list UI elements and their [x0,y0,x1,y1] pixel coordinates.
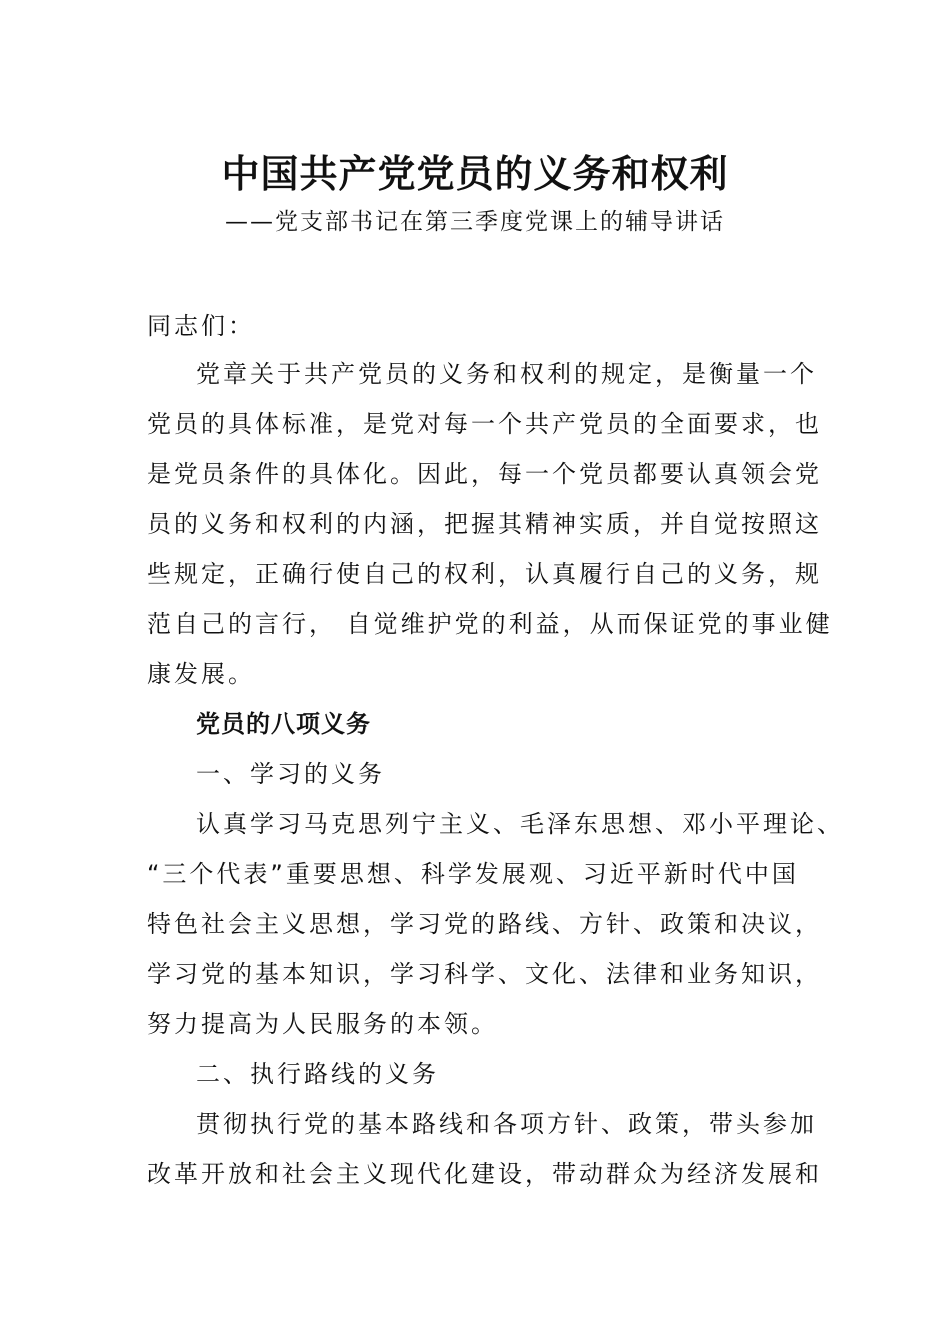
intro-line: 是党员条件的具体化。因此，每一个党员都要认真领会党 [147,460,822,488]
document-subtitle: ——党支部书记在第三季度党课上的辅导讲话 [225,209,725,235]
intro-line: 些规定，正确行使自己的权利，认真履行自己的义务，规 [147,560,822,588]
section-heading: 党员的八项义务 [196,710,371,738]
duty-1-line: “三个代表”重要思想、科学发展观、习近平新时代中国 [147,860,799,888]
intro-line: 员的义务和权利的内涵，把握其精神实质，并自觉按照这 [147,510,822,538]
duty-2-heading: 二、执行路线的义务 [196,1060,439,1088]
duty-2-line: 贯彻执行党的基本路线和各项方针、政策，带头参加 [196,1110,817,1138]
duty-1-heading: 一、学习的义务 [196,760,385,788]
document-title: 中国共产党党员的义务和权利 [221,151,729,196]
duty-1-line: 努力提高为人民服务的本领。 [147,1010,498,1038]
duty-1-line: 特色社会主义思想，学习党的路线、方针、政策和决议， [147,910,822,938]
intro-line: 党员的具体标准，是党对每一个共产党员的全面要求，也 [147,410,822,438]
duty-1-line: 认真学习马克思列宁主义、毛泽东思想、邓小平理论、 [196,810,844,838]
intro-line: 范自己的言行， 自觉维护党的利益，从而保证党的事业健 [147,610,833,638]
intro-line: 党章关于共产党员的义务和权利的规定，是衡量一个 [196,360,817,388]
duty-2-line: 改革开放和社会主义现代化建设，带动群众为经济发展和 [147,1160,822,1188]
intro-line: 康发展。 [147,660,255,688]
salutation: 同志们： [147,312,255,340]
duty-1-line: 学习党的基本知识，学习科学、文化、法律和业务知识， [147,960,822,988]
